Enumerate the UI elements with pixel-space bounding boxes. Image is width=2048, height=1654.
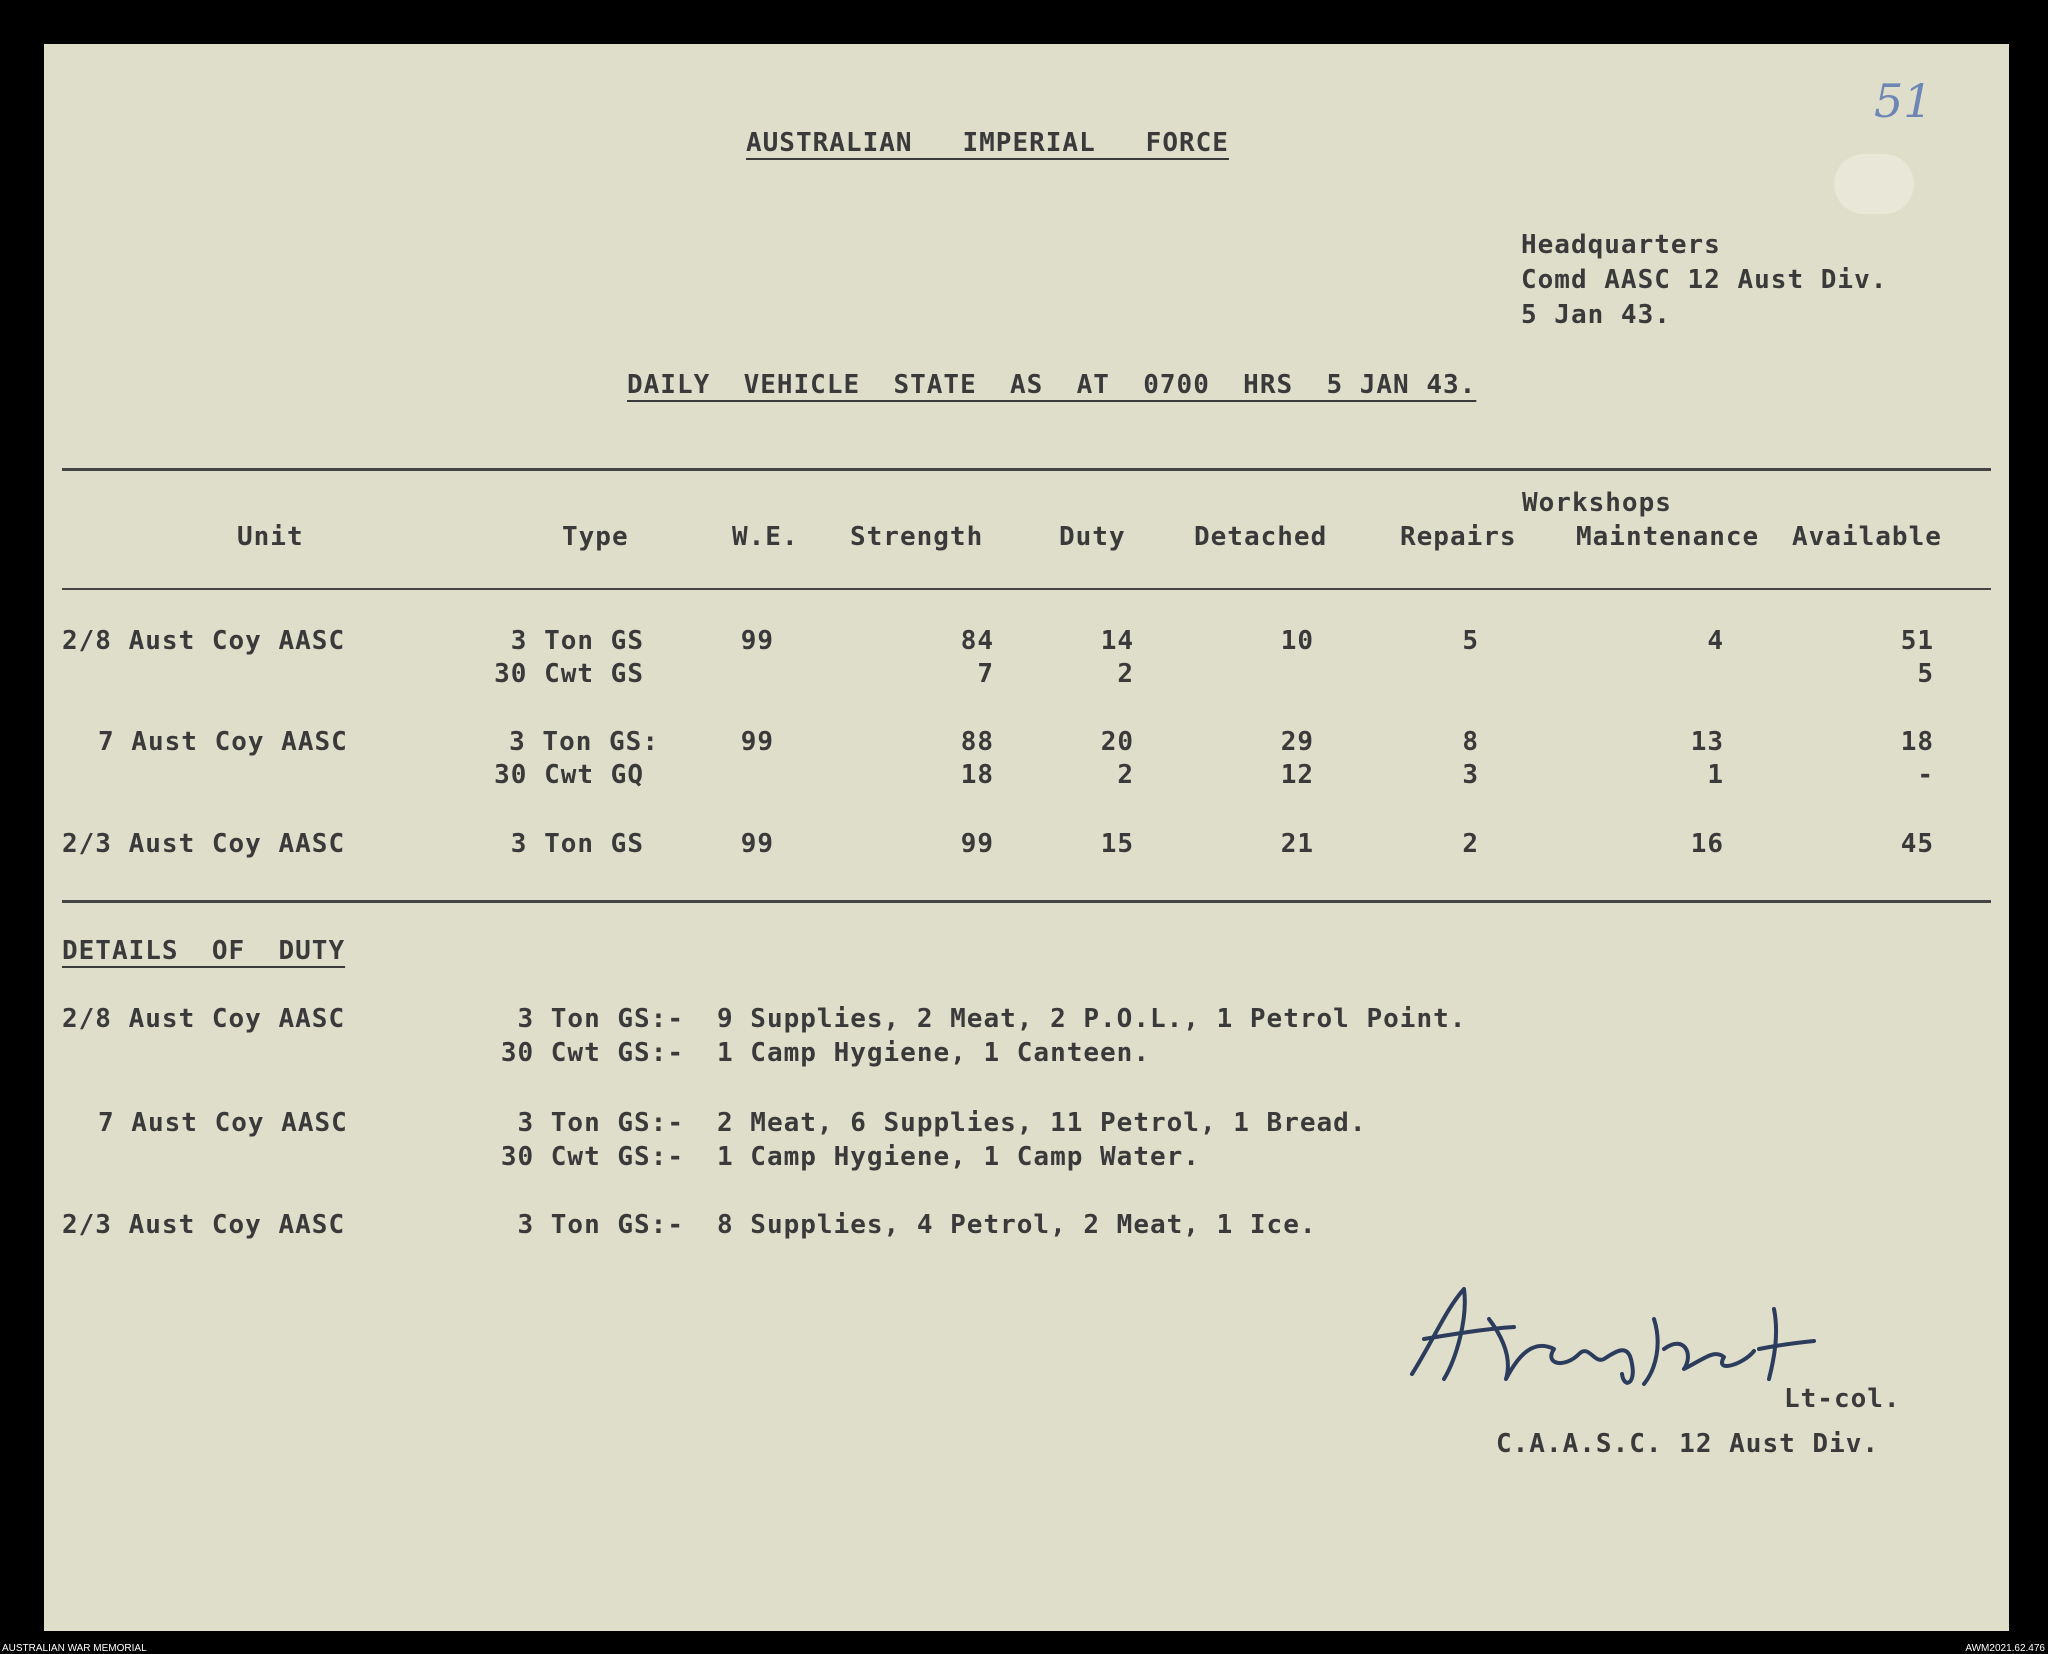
table-row-duty: 2 [1117,659,1134,689]
hq-line-1: Headquarters [1521,230,1721,260]
details-text: 8 Supplies, 4 Petrol, 2 Meat, 1 Ice. [717,1210,1317,1240]
document-page [44,44,2009,1631]
signature-rank: Lt-col. [1784,1384,1901,1414]
table-row-detached: 29 [1280,727,1314,757]
col-available-header: Available [1792,522,1942,552]
table-header-rule [62,588,1991,590]
table-row-strength: 84 [960,626,994,656]
hq-line-3: 5 Jan 43. [1521,300,1671,330]
table-row-strength: 99 [960,829,994,859]
table-row-strength: 18 [960,760,994,790]
table-row-we: 99 [740,727,774,757]
table-row-repairs: 8 [1462,727,1479,757]
col-maintenance-header: Maintenance [1576,522,1760,552]
details-type: 3 Ton GS:- [517,1004,684,1034]
details-text: 1 Camp Hygiene, 1 Canteen. [717,1038,1150,1068]
table-row-type: 30 Cwt GQ [494,760,644,790]
table-row-available: 5 [1917,659,1934,689]
archive-folio-mark: 51 [1874,74,1933,128]
table-row-we: 99 [740,626,774,656]
table-row-detached: 10 [1280,626,1314,656]
table-row-type: 30 Cwt GS [494,659,644,689]
table-row-repairs: 5 [1462,626,1479,656]
table-row-repairs: 2 [1462,829,1479,859]
table-bottom-rule [62,900,1991,903]
col-type-header: Type [562,522,629,552]
table-top-rule [62,468,1991,471]
hq-line-2: Comd AASC 12 Aust Div. [1521,265,1888,295]
details-type: 3 Ton GS:- [517,1210,684,1240]
table-row-available: 18 [1900,727,1934,757]
table-row-detached: 21 [1280,829,1314,859]
table-row-unit: 2/8 Aust Coy AASC [62,626,346,656]
details-unit: 2/8 Aust Coy AASC [62,1004,346,1034]
table-row-available: 51 [1900,626,1934,656]
details-heading: DETAILS OF DUTY [62,936,346,966]
footer-credit: AUSTRALIAN WAR MEMORIAL [2,1643,147,1654]
table-row-strength: 7 [977,659,994,689]
footer-accession: AWM2021.62.476 [1965,1643,2045,1654]
details-unit: 2/3 Aust Coy AASC [62,1210,346,1240]
col-strength-header: Strength [850,522,984,552]
table-row-maintenance: 4 [1707,626,1724,656]
handwritten-signature [1394,1279,1874,1399]
details-unit: 7 Aust Coy AASC [98,1108,348,1138]
table-row-maintenance: 13 [1690,727,1724,757]
details-type: 3 Ton GS:- [517,1108,684,1138]
table-row-unit: 2/3 Aust Coy AASC [62,829,346,859]
col-duty-header: Duty [1059,522,1126,552]
workshops-group-header: Workshops [1522,488,1672,518]
table-row-duty: 15 [1100,829,1134,859]
report-subtitle: DAILY VEHICLE STATE AS AT 0700 HRS 5 JAN 43. [627,370,1477,400]
table-row-available: 45 [1900,829,1934,859]
details-text: 1 Camp Hygiene, 1 Camp Water. [717,1142,1200,1172]
table-row-type: 3 Ton GS [510,626,644,656]
document-title: AUSTRALIAN IMPERIAL FORCE [746,128,1229,158]
table-row-duty: 14 [1100,626,1134,656]
signature-appointment: C.A.A.S.C. 12 Aust Div. [1496,1429,1880,1459]
details-type: 30 Cwt GS:- [500,1038,684,1068]
col-repairs-header: Repairs [1400,522,1517,552]
table-row-detached: 12 [1280,760,1314,790]
table-row-duty: 2 [1117,760,1134,790]
table-row-strength: 88 [960,727,994,757]
table-row-repairs: 3 [1462,760,1479,790]
table-row-type: 3 Ton GS: [509,727,659,757]
col-unit-header: Unit [237,522,304,552]
details-type: 30 Cwt GS:- [500,1142,684,1172]
table-row-maintenance: 1 [1707,760,1724,790]
details-text: 9 Supplies, 2 Meat, 2 P.O.L., 1 Petrol Point. [717,1004,1467,1034]
table-row-available: - [1917,760,1934,790]
table-row-unit: 7 Aust Coy AASC [98,727,348,757]
paper-blemish [1834,154,1914,214]
col-we-header: W.E. [732,522,799,552]
col-detached-header: Detached [1194,522,1328,552]
table-row-type: 3 Ton GS [510,829,644,859]
table-row-maintenance: 16 [1690,829,1724,859]
table-row-duty: 20 [1100,727,1134,757]
table-row-we: 99 [740,829,774,859]
details-text: 2 Meat, 6 Supplies, 11 Petrol, 1 Bread. [717,1108,1367,1138]
